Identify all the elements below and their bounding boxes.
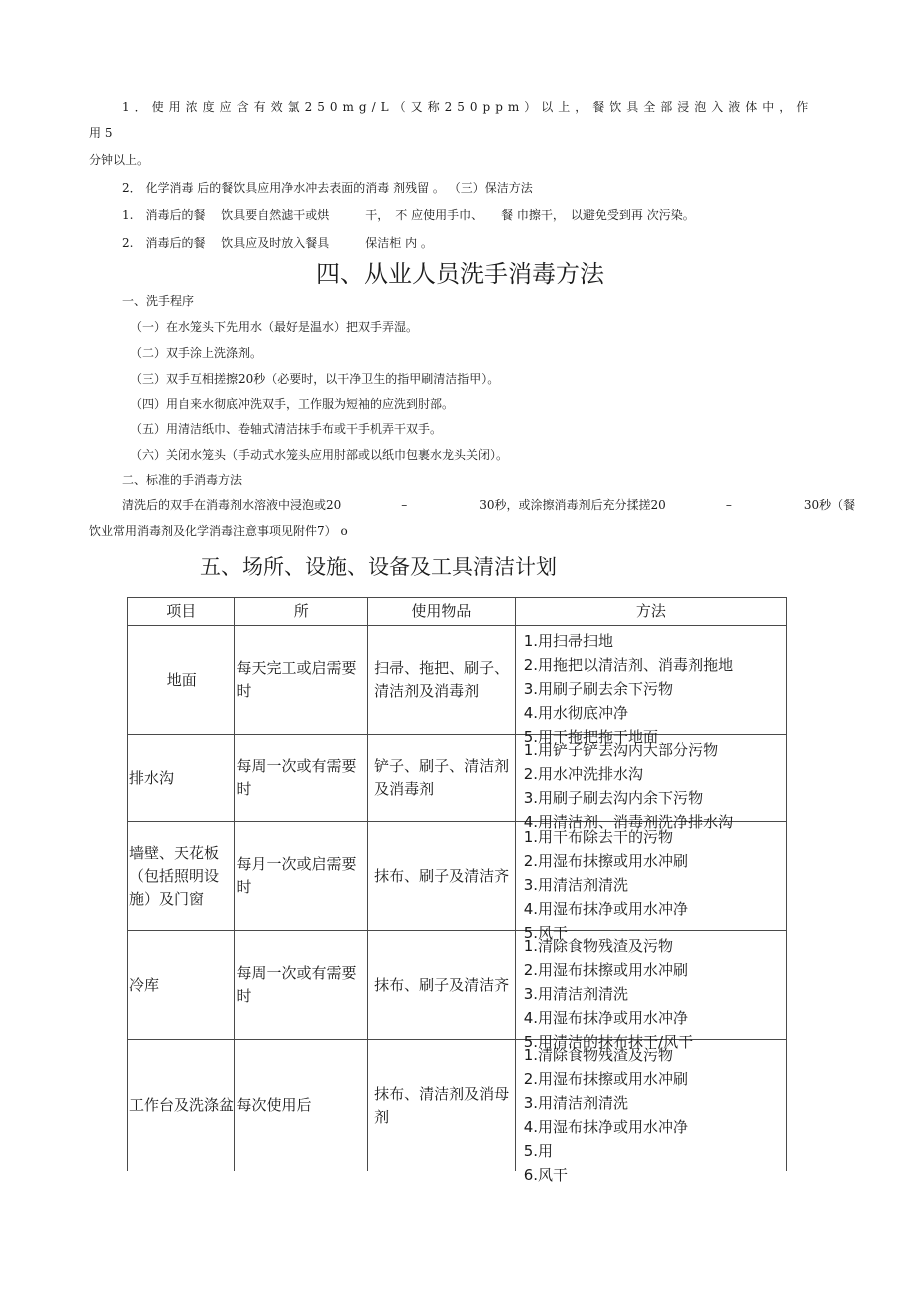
disinfection-paragraph-line-2: 饮业常用消毒剂及化学消毒注意事项见附件7） o (89, 524, 348, 538)
method-step: 1.用扫帚扫地 (523, 632, 614, 650)
method-step: 4.用水彻底冲净 (523, 704, 629, 722)
method-step: 1.清除食物残渣及污物 (523, 1046, 674, 1064)
row-supplies: 抹布、刷子及清洁齐 (368, 822, 516, 931)
header-method: 方法 (515, 598, 786, 626)
hand-wash-step-5: （五）用清洁纸巾、卷轴式清洁抹手布或干手机弄干双手。 (130, 422, 443, 436)
method-step: 1.用铲子铲去沟内大部分污物 (523, 741, 719, 759)
hand-wash-step-3: （三）双手互相搓擦20秒（必要时，以干净卫生的指甲刷清洁指甲）。 (130, 372, 500, 386)
intro-line-1: 1．使用浓度应含有效氯250mg/L（又称250ppm）以上，餐饮具全部浸泡入液体中，作 (122, 100, 814, 114)
row-item: 工作台及洗涤盆 (128, 1040, 235, 1172)
table-row (128, 1040, 787, 1172)
method-step: 5.用干拖把拖干地面 (523, 728, 659, 746)
intro-line-6: 2. 消毒后的餐 饮具应及时放入餐具 保洁柜 内 。 (122, 236, 433, 250)
table-row (128, 626, 787, 735)
hand-wash-step-4: （四）用自来水彻底冲洗双手，工作服为短袖的应洗到肘部。 (130, 397, 455, 411)
table-row (128, 822, 787, 931)
method-step: 4.用湿布抹净或用水冲净 (523, 1009, 689, 1027)
method-step: 3.用刷子刷去沟内余下污物 (523, 789, 704, 807)
method-step: 3.用清洁剂清洗 (523, 876, 629, 894)
disinfection-paragraph-line-1: 清洗后的双手在消毒剂水溶液中浸泡或20 – 30秒，或涂擦消毒剂后充分揉搓20 – 30秒（餐 (122, 498, 856, 512)
header-frequency: 所 (235, 598, 368, 626)
row-frequency: 每次使用后 (235, 1040, 368, 1172)
hand-wash-step-6: （六）关闭水笼头（手动式水笼头应用肘部或以纸巾包裹水龙头关闭）。 (130, 448, 509, 462)
row-frequency: 每周一次或有需要时 (235, 735, 368, 822)
table-row (128, 735, 787, 822)
method-step: 3.用清洁剂清洗 (523, 1094, 629, 1112)
row-supplies: 扫帚、拖把、刷子、清洁剂及消毒剂 (368, 626, 516, 735)
section4-subheading-2: 二、标准的手消毒方法 (122, 473, 243, 487)
row-methods (515, 735, 786, 831)
intro-line-2: 用 5 (89, 126, 113, 140)
method-step: 6.风干 (523, 1166, 569, 1184)
method-step: 4.用湿布抹净或用水冲净 (523, 1118, 689, 1136)
method-step: 5.用 (523, 1142, 554, 1160)
row-item: 排水沟 (128, 735, 235, 822)
intro-line-3: 分钟以上。 (89, 153, 150, 167)
row-supplies: 铲子、刷子、清洁剂及消毒剂 (368, 735, 516, 822)
section5-title: 五、场所、设施、设备及工具清洁计划 (200, 555, 557, 579)
section4-title: 四、从业人员洗手消毒方法 (316, 260, 604, 288)
hand-wash-step-1: （一）在水笼头下先用水（最好是温水）把双手弄湿。 (130, 320, 419, 334)
method-step: 3.用清洁剂清洗 (523, 985, 629, 1003)
method-step: 3.用刷子刷去余下污物 (523, 680, 674, 698)
intro-line-4: 2． 化学消毒 后的餐饮具应用净水冲去表面的消毒 剂残留 。 （三）保洁方法 (122, 181, 533, 195)
header-supplies: 使用物品 (368, 598, 516, 626)
table-row (128, 931, 787, 1040)
method-step: 1.用干布除去干的污物 (523, 828, 674, 846)
cleaning-plan-table (127, 597, 787, 1184)
method-step: 2.用水冲洗排水沟 (523, 765, 644, 783)
row-methods (515, 1040, 786, 1184)
table-header-row (128, 598, 787, 626)
row-frequency: 每天完工或启需要时 (235, 626, 368, 735)
row-methods (515, 626, 786, 746)
method-step: 2.用湿布抹擦或用水冲刷 (523, 852, 689, 870)
row-methods (515, 931, 786, 1051)
method-step: 5.风干 (523, 924, 569, 942)
row-item: 墙壁、天花板（包括照明设施）及门窗 (128, 822, 235, 931)
row-frequency: 每周一次或有需要时 (235, 931, 368, 1040)
row-supplies: 抹布、刷子及清洁齐 (368, 931, 516, 1040)
row-methods (515, 822, 786, 942)
method-step: 4.用清洁剂、消毒剂洗净排水沟 (523, 813, 734, 831)
header-item: 项目 (128, 598, 235, 626)
method-step: 4.用湿布抹净或用水冲净 (523, 900, 689, 918)
hand-wash-step-2: （二）双手涂上洗涤剂。 (130, 346, 263, 360)
method-step: 2.用湿布抹擦或用水冲刷 (523, 1070, 689, 1088)
method-step: 2.用拖把以清洁剂、消毒剂拖地 (523, 656, 734, 674)
section4-subheading-1: 一、洗手程序 (122, 294, 195, 308)
row-item: 冷库 (128, 931, 235, 1040)
method-step: 1.清除食物残渣及污物 (523, 937, 674, 955)
method-step: 2.用湿布抹擦或用水冲刷 (523, 961, 689, 979)
row-item: 地面 (128, 626, 235, 735)
intro-line-5: 1. 消毒后的餐 饮具要自然滤干或烘 干， 不 应使用手巾、 餐 巾擦干， 以避免受到再 次污染。 (122, 208, 695, 222)
method-step: 5.用清洁的抹布抹干/风干 (523, 1033, 694, 1051)
row-frequency: 每月一次或启需要时 (235, 822, 368, 931)
row-supplies: 抹布、清洁剂及消母剂 (368, 1040, 516, 1172)
